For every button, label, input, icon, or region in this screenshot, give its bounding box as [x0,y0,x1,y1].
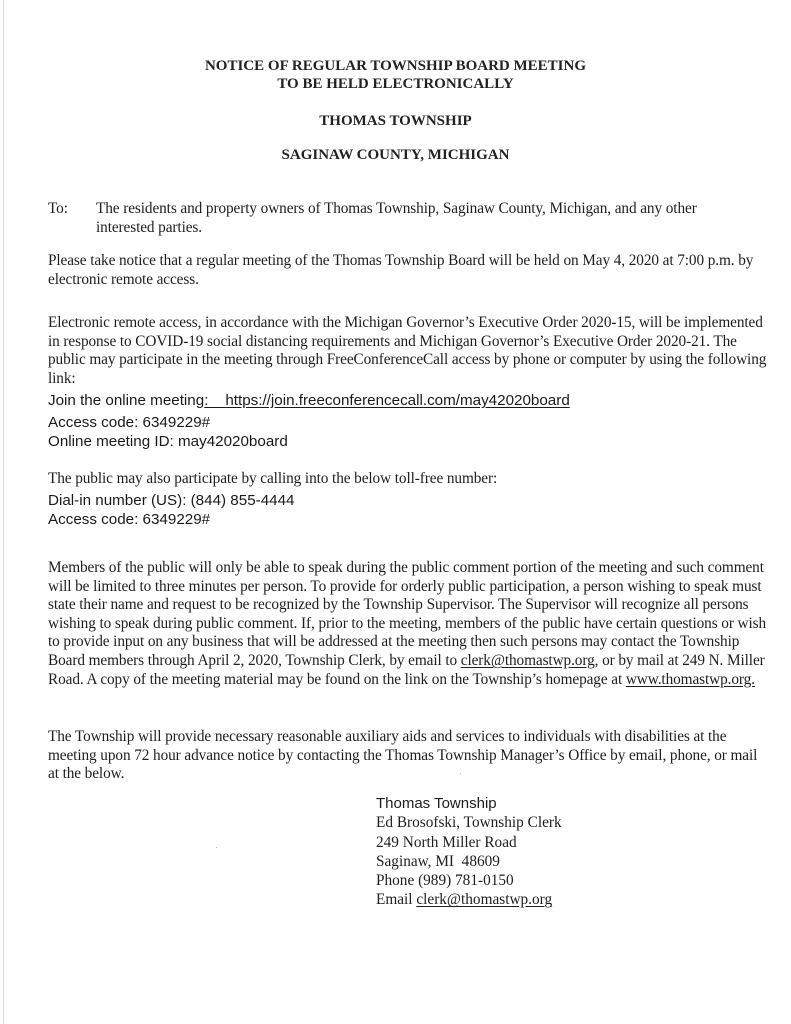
signature-name: Ed Brosofski, Township Clerk [376,814,562,832]
dial-in-number: Dial-in number (US): (844) 855-4444 [48,492,295,509]
signature-address-line-1: 249 North Miller Road [376,833,517,851]
accessibility-paragraph: The Township will provide necessary reasonable auxiliary aids and services to individuals with disabilities at the meeting upon 72 hour advance notice by contacting the Thomas Township Manager’s Office by email, phone, or mail at the below. [48,728,758,783]
online-access-code: Access code: 6349229# [48,414,211,431]
scan-speck [460,773,461,774]
county-heading: SAGINAW COUNTY, MICHIGAN [281,147,510,163]
phone-access-code: Access code: 6349229# [48,511,211,528]
join-online-line [48,391,570,410]
to-label: To: [48,200,68,217]
scan-speck [216,847,217,848]
signature-email-line [376,890,562,909]
meeting-notice-paragraph: Please take notice that a regular meeting of the Thomas Township Board will be held on May 4, 2020 at 7:00 p.m. by electronic remote access. [48,252,754,288]
join-meeting-link[interactable]: https://join.freeconferencecall.com/may42020board [225,392,570,409]
township-heading: THOMAS TOWNSHIP [319,113,472,129]
signature-email-link[interactable]: clerk@thomastwp.org [416,891,553,909]
clerk-email-link[interactable]: clerk@thomastwp.org [460,651,595,669]
title-line-2: TO BE HELD ELECTRONICALLY [277,76,514,92]
title-line-1: NOTICE OF REGULAR TOWNSHIP BOARD MEETING [204,58,587,74]
to-text: The residents and property owners of Thomas Township, Saginaw County, Michigan, and any other interested parties. [96,200,697,236]
signature-address-line-2: Saginaw, MI 48609 [376,852,500,870]
signature-phone: Phone (989) 781-0150 [376,872,514,890]
join-label: Join the online meeting [48,392,205,409]
remote-access-paragraph: Electronic remote access, in accordance with the Michigan Governor’s Executive Order 2020-15, will be implemented in response to COVID-19 social distancing requirements and Michigan Governor’s Executive Order 2020-21. The public may participate in the meeting through FreeConferenceCall access by phone or computer by using the following link: [48,314,767,387]
public-comment-paragraph [48,559,768,689]
join-separator: : [204,392,226,409]
public-comment-text-cont: , or by mail at 249 N. Miller Road. A copy of the meeting material may be found on the link on the Township’s homepage at [48,651,765,688]
township-website-link[interactable]: www.thomastwp.org. [625,670,755,688]
notice-title [0,57,791,93]
online-meeting-id: Online meeting ID: may42020board [48,433,288,450]
phone-participation-paragraph: The public may also participate by calling into the below toll-free number: [48,470,498,487]
signature-block [376,794,562,910]
public-comment-text: Members of the public will only be able to speak during the public comment portion of the meeting and such comment will be limited to three minutes per person. To provide for orderly public participation, a person wishing to speak must state their name and request to be recognized by the Township Supervisor. The Supervisor will recognize all persons wishing to speak during public comment. If, prior to the meeting, members of the public have certain questions or wish to provide input on any business that will be addressed at the meeting then such persons may contact the Township Board members through April 2, 2020, Township Clerk, by email to [48,559,767,669]
signature-org: Thomas Township [376,795,497,812]
signature-email-label: Email [376,891,417,909]
